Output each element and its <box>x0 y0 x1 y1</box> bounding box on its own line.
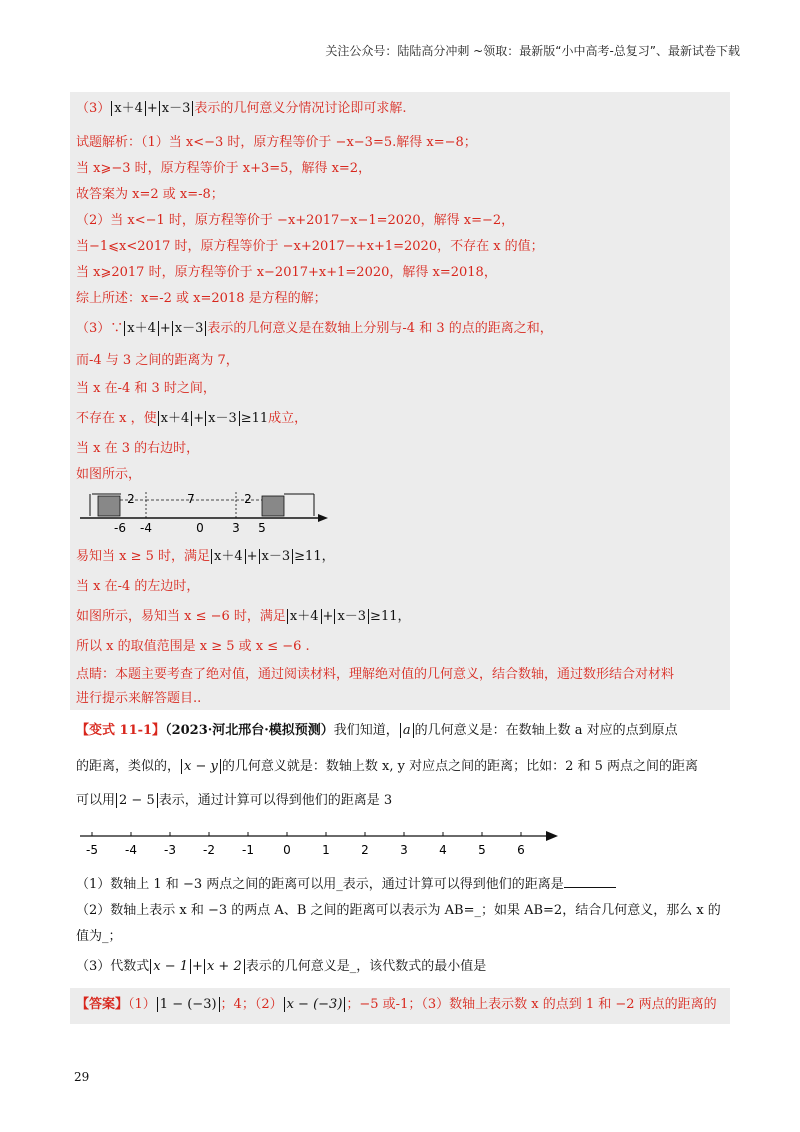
distance-label: 7 <box>187 492 195 506</box>
solution-line: 试题解析：（1）当 x<−3 时，原方程等价于 −x−3=5.解得 x=−8； <box>76 135 477 150</box>
axis-tick-label: 3 <box>400 843 408 857</box>
page-number: 29 <box>74 1070 90 1084</box>
solution-line: 当 x 在-4 的左边时， <box>76 579 200 594</box>
variant-tag: 【变式 11-1】 <box>76 723 166 738</box>
arrow-icon <box>546 831 558 841</box>
axis-tick-label: 2 <box>361 843 369 857</box>
abs-expression: x − y <box>181 759 221 774</box>
axis-tick-label: -3 <box>164 843 176 857</box>
line-text: 可以用 <box>76 793 116 808</box>
plus-sign: + <box>146 101 158 116</box>
axis-tick-label: -2 <box>203 843 215 857</box>
solution-line: 如图所示，易知当 x ≤ −6 时，满足 x＋4 + x－3 ≥11， <box>76 609 411 624</box>
abs-expression: x－3 <box>172 321 207 336</box>
line-text: 的几何意义就是：数轴上数 x, y 对应点之间的距离；比如：2 和 5 两点之间的距离 <box>221 759 699 774</box>
analysis-text: 表示的几何意义分情况讨论即可求解. <box>194 101 407 116</box>
line-prefix: （3）∵ <box>76 321 124 336</box>
axis-tick-label: 1 <box>322 843 330 857</box>
answer-line <box>76 996 717 1014</box>
line-text: 成立， <box>268 411 308 426</box>
solution-line: 所以 x 的取值范围是 x ≥ 5 或 x ≤ −6 . <box>76 639 310 654</box>
solution-line: 当 x⩾−3 时，原方程等价于 x+3=5，解得 x=2， <box>76 161 372 176</box>
number-line-figure <box>76 488 336 536</box>
solution-line: 当 x⩾2017 时，原方程等价于 x−2017+x+1=2020，解得 x=2018， <box>76 265 497 280</box>
abs-expression: x − (−3) <box>284 997 346 1012</box>
shaded-region-left <box>98 496 120 516</box>
axis-tick-label: 4 <box>439 843 447 857</box>
line-prefix: 易知当 x ≥ 5 时，满足 <box>76 549 211 564</box>
axis-tick-label: 6 <box>517 843 525 857</box>
comment-line: 点睛：本题主要考查了绝对值，通过阅读材料，理解绝对值的几何意义，结合数轴，通过数形结合对材料 <box>76 667 675 682</box>
question-line <box>76 874 616 894</box>
question-line: （2）数轴上表示 x 和 −3 的两点 A、B 之间的距离可以表示为 AB=_；如果 AB=2，结合几何意义，那么 x 的 <box>76 903 721 918</box>
abs-expression: x＋4 <box>211 549 246 564</box>
abs-expression: 1 − (−3) <box>157 997 220 1012</box>
solution-line: （3）∵ x＋4 + x－3 表示的几何意义是在数轴上分别与-4 和 3 的点的距离之和， <box>76 321 553 336</box>
solution-line: 当−1⩽x<2017 时，原方程等价于 −x+2017−+x+1=2020，不存在 x 的值； <box>76 239 544 254</box>
answer-tag: 【答案】 <box>76 997 129 1012</box>
variant-line <box>76 758 698 776</box>
inequality: ≥11 <box>240 411 269 426</box>
abs-expression: 2 − 5 <box>116 793 158 808</box>
solution-line: 当 x 在 3 的右边时， <box>76 441 200 456</box>
question-line: （3）代数式 x − 1 + x + 2 表示的几何意义是_，该代数式的最小值是 <box>76 959 487 974</box>
arrow-icon <box>318 514 328 522</box>
abs-expression: x－3 <box>159 101 194 116</box>
abs-expression: x＋4 <box>111 101 146 116</box>
question-text: （1）数轴上 1 和 −3 两点之间的距离可以用_表示，通过计算可以得到他们的距离是 <box>76 877 564 892</box>
axis-tick-label: -5 <box>86 843 98 857</box>
question-text: （3）代数式 <box>76 959 150 974</box>
question-line: 值为_； <box>76 929 122 944</box>
abs-expression: x－3 <box>259 549 294 564</box>
axis-tick-label: -1 <box>242 843 254 857</box>
solution-line: （2）当 x<−1 时，原方程等价于 −x+2017−x−1=2020，解得 x=−2， <box>76 213 515 228</box>
abs-expression: x + 2 <box>204 959 245 974</box>
variant-line <box>76 792 392 810</box>
line-prefix: 不存在 x ，使 <box>76 411 157 426</box>
variant-source: （2023·河北邢台·模拟预测） <box>165 723 334 738</box>
abs-expression: x＋4 <box>124 321 159 336</box>
comment-line: 进行提示来解答题目.. <box>76 691 202 706</box>
abs-expression: x－3 <box>334 609 369 624</box>
line-prefix: 如图所示，易知当 x ≤ −6 时，满足 <box>76 609 286 624</box>
axis-tick-label: 3 <box>232 521 240 535</box>
axis-tick-label: 5 <box>258 521 266 535</box>
shaded-region-right <box>262 496 284 516</box>
line-text: ≥11， <box>370 609 411 624</box>
line-text: ≥11， <box>294 549 335 564</box>
solution-line: 当 x 在-4 和 3 时之间， <box>76 381 216 396</box>
variant-line <box>76 722 678 740</box>
abs-expression: x－3 <box>205 411 240 426</box>
axis-tick-label: 5 <box>478 843 486 857</box>
solution-line: 综上所述：x=-2 或 x=2018 是方程的解； <box>76 291 327 306</box>
solution-line: 如图所示， <box>76 467 142 482</box>
page-header: 关注公众号：陆陆高分冲刺 ~领取：最新版“小中高考-总复习”、最新试卷下载 <box>325 44 740 58</box>
line-text: 我们知道， <box>333 723 399 738</box>
abs-expression: x − 1 <box>150 959 191 974</box>
answer-blank[interactable] <box>564 874 616 888</box>
axis-tick-label: -6 <box>114 521 126 535</box>
axis-tick-label: 0 <box>196 521 204 535</box>
answer-text: ；−5 或-1；（3）数轴上表示数 x 的点到 1 和 −2 两点的距离的 <box>346 997 717 1012</box>
analysis-line <box>76 100 407 118</box>
distance-label: 2 <box>127 492 135 506</box>
solution-line: 易知当 x ≥ 5 时，满足 x＋4 + x－3 ≥11， <box>76 549 335 564</box>
axis-tick-label: -4 <box>125 843 137 857</box>
axis-tick-label: 0 <box>283 843 291 857</box>
analysis-prefix: （3） <box>76 101 111 116</box>
abs-expression: a <box>400 723 414 738</box>
answer-text: ；4；（2） <box>220 997 283 1012</box>
line-text: 表示的几何意义是在数轴上分别与-4 和 3 的点的距离之和， <box>207 321 553 336</box>
axis-tick-label: -4 <box>140 521 152 535</box>
question-text: 表示的几何意义是_，该代数式的最小值是 <box>245 959 487 974</box>
answer-text: （1） <box>128 997 156 1012</box>
number-line-axis <box>80 826 560 860</box>
solution-line: 而-4 与 3 之间的距离为 7， <box>76 353 239 368</box>
line-text: 的距离，类似的， <box>76 759 181 774</box>
abs-expression: x＋4 <box>158 411 193 426</box>
line-text: 的几何意义是：在数轴上数 a 对应的点到原点 <box>414 723 678 738</box>
solution-line: 故答案为 x=2 或 x=-8； <box>76 187 224 202</box>
abs-expression: x＋4 <box>287 609 322 624</box>
distance-label: 2 <box>244 492 252 506</box>
line-text: 表示，通过计算可以得到他们的距离是 3 <box>158 793 393 808</box>
solution-line: 不存在 x ，使 x＋4 + x－3 ≥11成立， <box>76 411 308 426</box>
